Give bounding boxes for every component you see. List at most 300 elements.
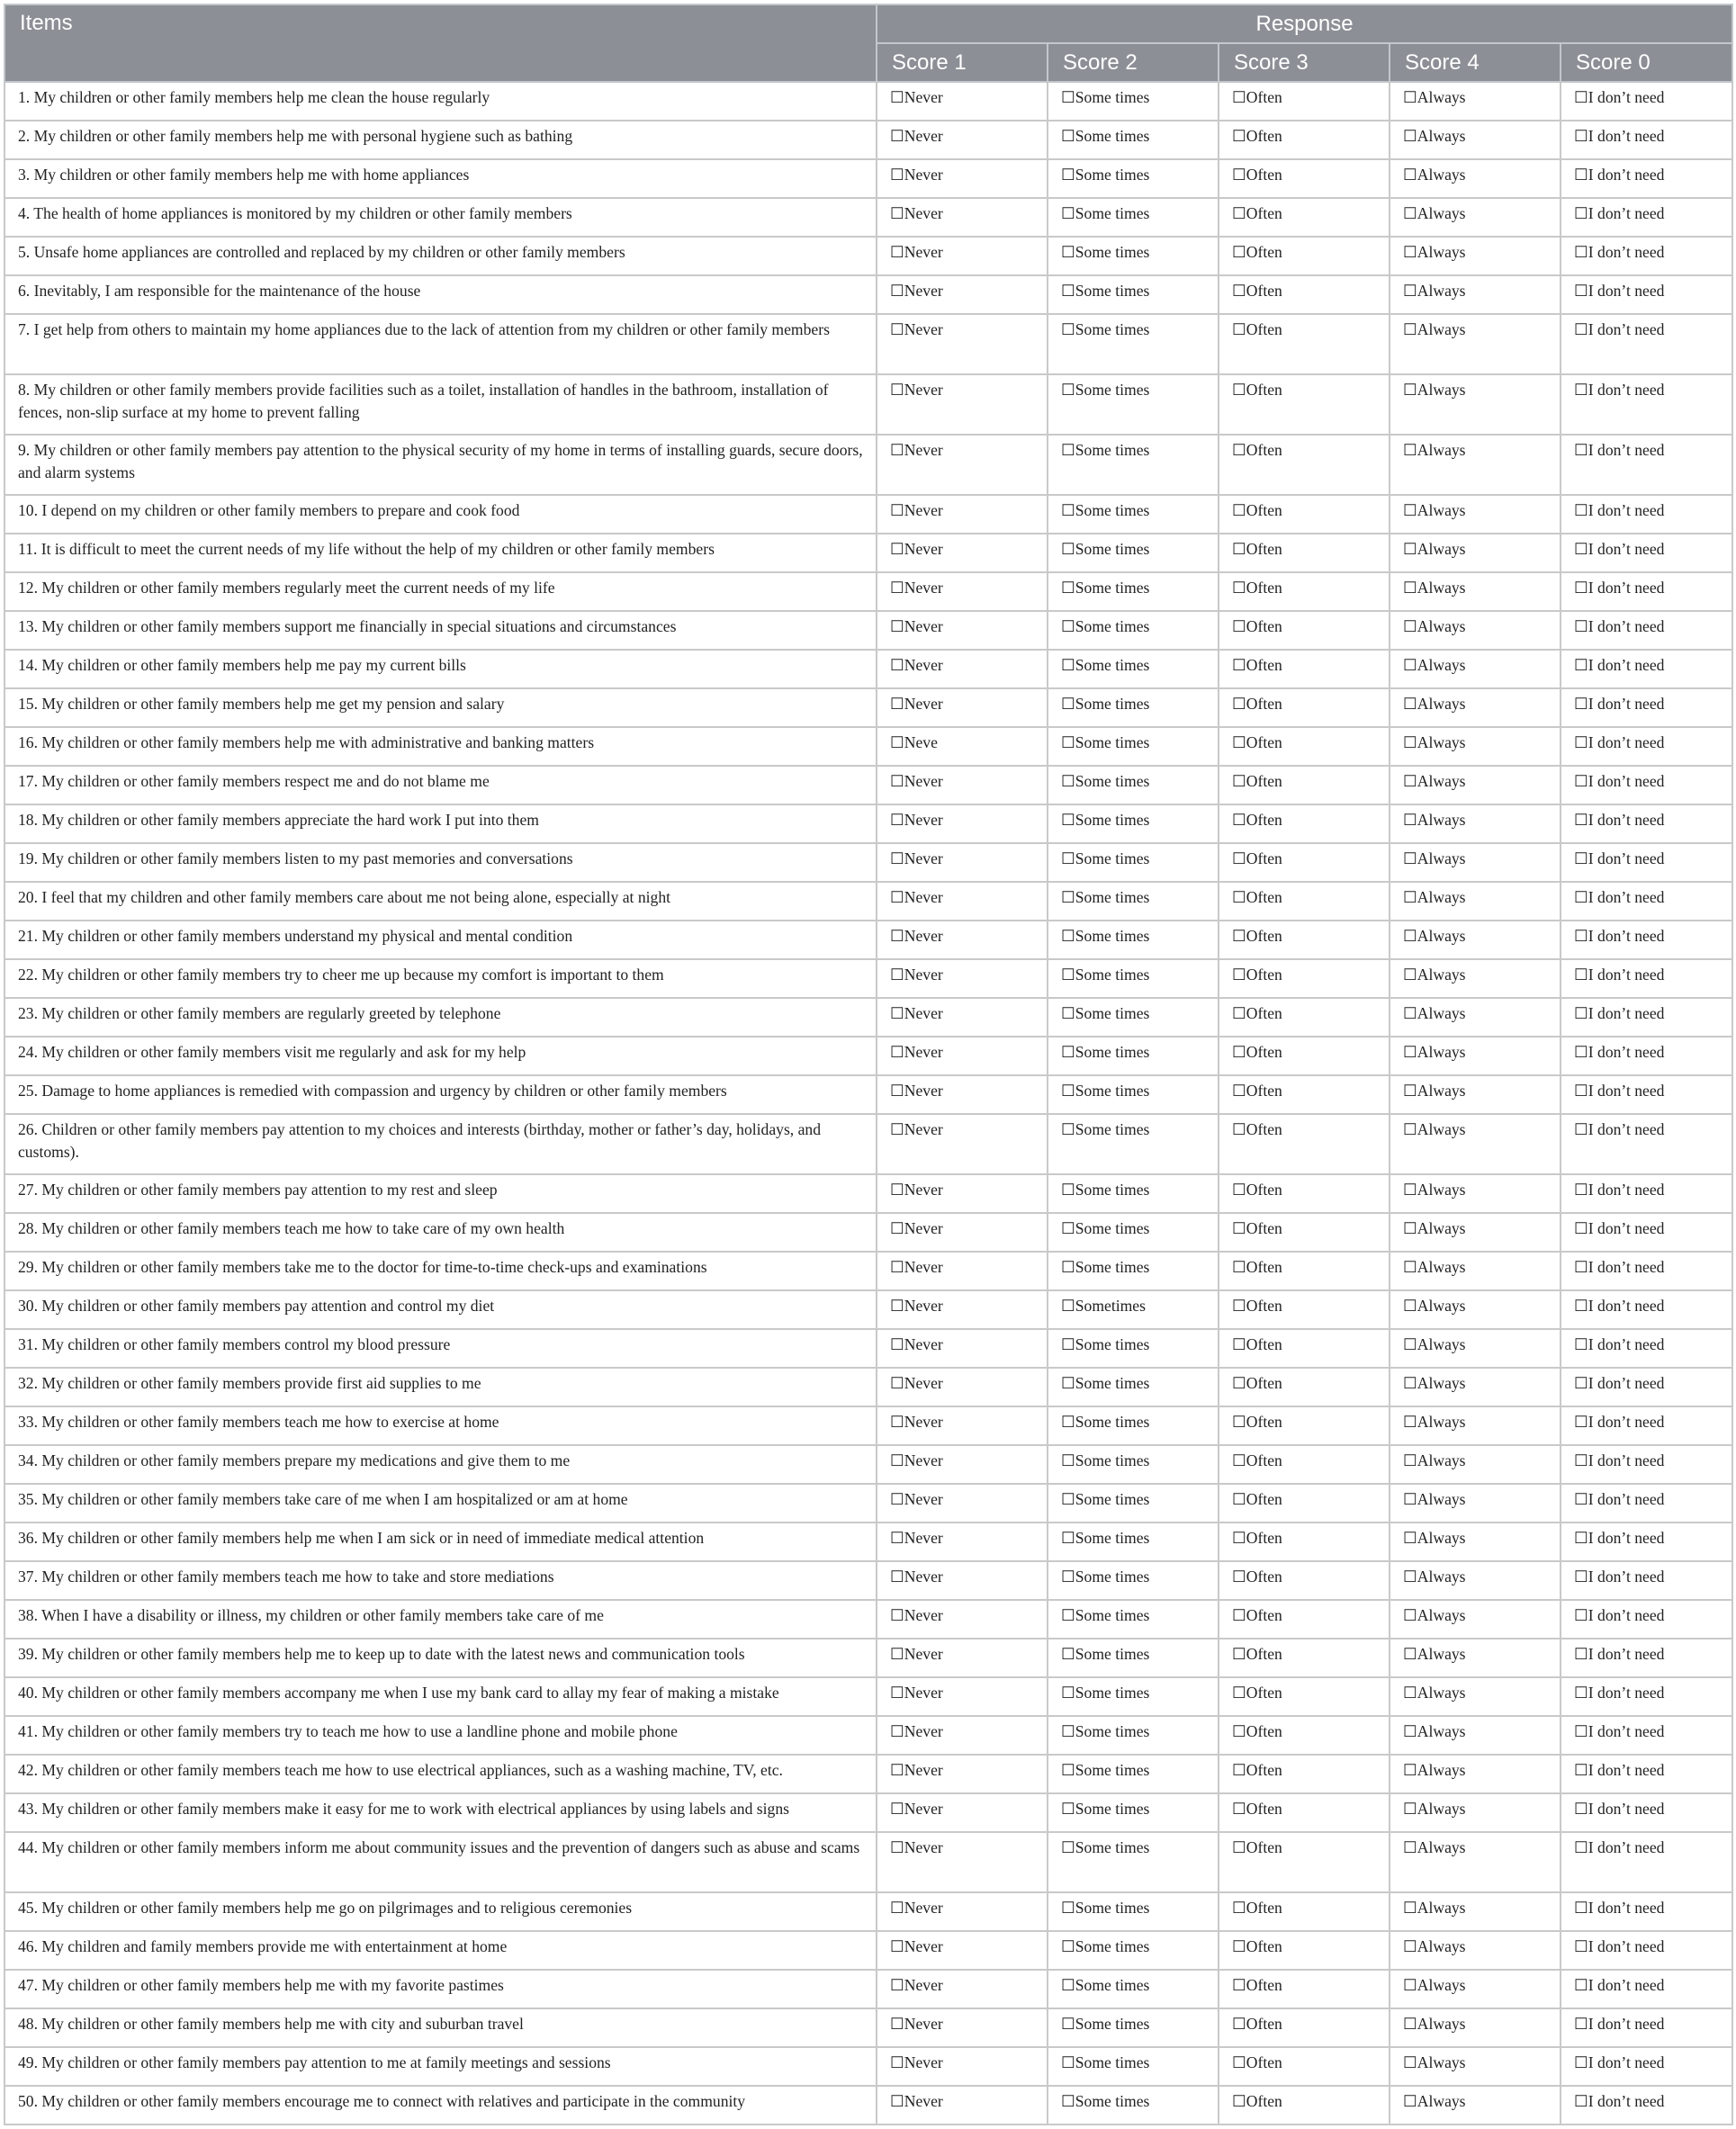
table-row bbox=[4, 1368, 1732, 1406]
score-2-option[interactable]: ☐Some times bbox=[1048, 1892, 1219, 1931]
score-3-option[interactable]: ☐Often bbox=[1219, 275, 1390, 314]
score-1-option[interactable]: ☐Never bbox=[877, 959, 1048, 998]
item-text: 33. My children or other family members teach me how to exercise at home bbox=[4, 1406, 877, 1445]
score-2-option[interactable]: ☐Some times bbox=[1048, 921, 1219, 959]
table-row bbox=[4, 2047, 1732, 2086]
item-text: 8. My children or other family members provide facilities such as a toilet, installation of handles in the bathroom, installation of fences, non-slip surface at my home to prevent falling bbox=[4, 374, 877, 435]
item-text: 28. My children or other family members teach me how to take care of my own health bbox=[4, 1213, 877, 1252]
score-3-option[interactable]: ☐Often bbox=[1219, 2008, 1390, 2047]
score-1-option[interactable]: ☐Never bbox=[877, 2008, 1048, 2047]
score-2-header: Score 2 bbox=[1048, 43, 1219, 82]
score-0-option[interactable]: ☐I don’t need bbox=[1561, 1600, 1732, 1639]
item-text: 20. I feel that my children and other family members care about me not being alone, especially at night bbox=[4, 882, 877, 921]
score-0-option[interactable]: ☐I don’t need bbox=[1561, 1892, 1732, 1931]
score-3-option[interactable]: ☐Often bbox=[1219, 766, 1390, 804]
score-3-option[interactable]: ☐Often bbox=[1219, 2086, 1390, 2125]
table-row bbox=[4, 766, 1732, 804]
score-4-option[interactable]: ☐Always bbox=[1390, 1484, 1561, 1523]
score-4-option[interactable]: ☐Always bbox=[1390, 1290, 1561, 1329]
score-4-option[interactable]: ☐Always bbox=[1390, 1832, 1561, 1892]
score-1-option[interactable]: ☐Never bbox=[877, 688, 1048, 727]
score-1-option[interactable]: ☐Never bbox=[877, 1639, 1048, 1677]
score-2-option[interactable]: ☐Some times bbox=[1048, 804, 1219, 843]
score-4-option[interactable]: ☐Always bbox=[1390, 1755, 1561, 1793]
score-2-option[interactable]: ☐Some times bbox=[1048, 1600, 1219, 1639]
score-0-option[interactable]: ☐I don’t need bbox=[1561, 237, 1732, 275]
score-3-option[interactable]: ☐Often bbox=[1219, 688, 1390, 727]
score-2-option[interactable]: ☐Some times bbox=[1048, 82, 1219, 121]
score-0-option[interactable]: ☐I don’t need bbox=[1561, 766, 1732, 804]
score-2-option[interactable]: ☐Some times bbox=[1048, 1445, 1219, 1484]
score-2-option[interactable]: ☐Some times bbox=[1048, 1523, 1219, 1561]
score-2-option[interactable]: ☐Some times bbox=[1048, 2008, 1219, 2047]
score-2-option[interactable]: ☐Some times bbox=[1048, 1252, 1219, 1290]
score-1-option[interactable]: ☐Never bbox=[877, 1677, 1048, 1716]
score-1-option[interactable]: ☐Never bbox=[877, 1832, 1048, 1892]
score-1-option[interactable]: ☐Never bbox=[877, 1290, 1048, 1329]
score-3-option[interactable]: ☐Often bbox=[1219, 1793, 1390, 1832]
score-1-option[interactable]: ☐Never bbox=[877, 1793, 1048, 1832]
score-0-option[interactable]: ☐I don’t need bbox=[1561, 1290, 1732, 1329]
score-1-option[interactable]: ☐Neve bbox=[877, 727, 1048, 766]
score-3-option[interactable]: ☐Often bbox=[1219, 1639, 1390, 1677]
score-0-option[interactable]: ☐I don’t need bbox=[1561, 1639, 1732, 1677]
table-row bbox=[4, 572, 1732, 611]
score-2-option[interactable]: ☐Some times bbox=[1048, 650, 1219, 688]
table-row bbox=[4, 1832, 1732, 1892]
score-2-option[interactable]: ☐Some times bbox=[1048, 998, 1219, 1037]
score-2-option[interactable]: ☐Some times bbox=[1048, 1931, 1219, 1970]
score-0-option[interactable]: ☐I don’t need bbox=[1561, 1677, 1732, 1716]
score-3-option[interactable]: ☐Often bbox=[1219, 1114, 1390, 1174]
score-2-option[interactable]: ☐Some times bbox=[1048, 1037, 1219, 1075]
score-0-option[interactable]: ☐I don’t need bbox=[1561, 121, 1732, 159]
score-3-option[interactable]: ☐Often bbox=[1219, 1329, 1390, 1368]
table-row bbox=[4, 650, 1732, 688]
score-4-option[interactable]: ☐Always bbox=[1390, 121, 1561, 159]
score-2-option[interactable]: ☐Some times bbox=[1048, 1406, 1219, 1445]
score-0-option[interactable]: ☐I don’t need bbox=[1561, 82, 1732, 121]
score-0-option[interactable]: ☐I don’t need bbox=[1561, 1931, 1732, 1970]
score-0-option[interactable]: ☐I don’t need bbox=[1561, 921, 1732, 959]
item-text: 12. My children or other family members regularly meet the current needs of my life bbox=[4, 572, 877, 611]
score-3-option[interactable]: ☐Often bbox=[1219, 374, 1390, 435]
score-0-option[interactable]: ☐I don’t need bbox=[1561, 882, 1732, 921]
score-1-option[interactable]: ☐Never bbox=[877, 882, 1048, 921]
score-4-option[interactable]: ☐Always bbox=[1390, 435, 1561, 495]
score-4-option[interactable]: ☐Always bbox=[1390, 1213, 1561, 1252]
score-0-option[interactable]: ☐I don’t need bbox=[1561, 1252, 1732, 1290]
score-1-option[interactable]: ☐Never bbox=[877, 1931, 1048, 1970]
score-4-option[interactable]: ☐Always bbox=[1390, 1892, 1561, 1931]
score-1-option[interactable]: ☐Never bbox=[877, 374, 1048, 435]
score-3-option[interactable]: ☐Often bbox=[1219, 959, 1390, 998]
score-4-option[interactable]: ☐Always bbox=[1390, 2047, 1561, 2086]
score-0-option[interactable]: ☐I don’t need bbox=[1561, 1174, 1732, 1213]
score-0-option[interactable]: ☐I don’t need bbox=[1561, 159, 1732, 198]
score-1-option[interactable]: ☐Never bbox=[877, 650, 1048, 688]
score-1-option[interactable]: ☐Never bbox=[877, 611, 1048, 650]
score-4-option[interactable]: ☐Always bbox=[1390, 1445, 1561, 1484]
item-text: 21. My children or other family members understand my physical and mental condition bbox=[4, 921, 877, 959]
table-row bbox=[4, 1892, 1732, 1931]
score-0-option[interactable]: ☐I don’t need bbox=[1561, 198, 1732, 237]
score-3-option[interactable]: ☐Often bbox=[1219, 1406, 1390, 1445]
score-2-option[interactable]: ☐Some times bbox=[1048, 495, 1219, 534]
score-4-option[interactable]: ☐Always bbox=[1390, 1037, 1561, 1075]
item-text: 42. My children or other family members teach me how to use electrical appliances, such as a washing machine, TV, etc. bbox=[4, 1755, 877, 1793]
score-0-option[interactable]: ☐I don’t need bbox=[1561, 2086, 1732, 2125]
score-0-option[interactable]: ☐I don’t need bbox=[1561, 727, 1732, 766]
score-3-option[interactable]: ☐Often bbox=[1219, 1445, 1390, 1484]
score-2-option[interactable]: ☐Some times bbox=[1048, 435, 1219, 495]
score-1-option[interactable]: ☐Never bbox=[877, 1445, 1048, 1484]
score-2-option[interactable]: ☐Some times bbox=[1048, 572, 1219, 611]
score-3-option[interactable]: ☐Often bbox=[1219, 1970, 1390, 2008]
score-1-option[interactable]: ☐Never bbox=[877, 998, 1048, 1037]
score-0-option[interactable]: ☐I don’t need bbox=[1561, 959, 1732, 998]
score-2-option[interactable]: ☐Some times bbox=[1048, 843, 1219, 882]
item-text: 29. My children or other family members take me to the doctor for time-to-time check-ups and examinations bbox=[4, 1252, 877, 1290]
score-1-option[interactable]: ☐Never bbox=[877, 435, 1048, 495]
score-0-option[interactable]: ☐I don’t need bbox=[1561, 611, 1732, 650]
score-1-option[interactable]: ☐Never bbox=[877, 1213, 1048, 1252]
score-4-option[interactable]: ☐Always bbox=[1390, 882, 1561, 921]
score-4-option[interactable]: ☐Always bbox=[1390, 572, 1561, 611]
score-1-option[interactable]: ☐Never bbox=[877, 1716, 1048, 1755]
score-4-option[interactable]: ☐Always bbox=[1390, 1523, 1561, 1561]
score-4-option[interactable]: ☐Always bbox=[1390, 1639, 1561, 1677]
score-0-option[interactable]: ☐I don’t need bbox=[1561, 1716, 1732, 1755]
item-text: 44. My children or other family members inform me about community issues and the prevention of dangers such as abuse and scams bbox=[4, 1832, 877, 1892]
score-4-option[interactable]: ☐Always bbox=[1390, 998, 1561, 1037]
score-1-option[interactable]: ☐Never bbox=[877, 572, 1048, 611]
score-2-option[interactable]: ☐Some times bbox=[1048, 688, 1219, 727]
score-1-option[interactable]: ☐Never bbox=[877, 1075, 1048, 1114]
score-2-option[interactable]: ☐Some times bbox=[1048, 766, 1219, 804]
score-1-option[interactable]: ☐Never bbox=[877, 1114, 1048, 1174]
score-3-option[interactable]: ☐Often bbox=[1219, 998, 1390, 1037]
table-row bbox=[4, 1639, 1732, 1677]
score-2-option[interactable]: ☐Some times bbox=[1048, 275, 1219, 314]
score-3-option[interactable]: ☐Often bbox=[1219, 1484, 1390, 1523]
score-1-option[interactable]: ☐Never bbox=[877, 495, 1048, 534]
score-0-option[interactable]: ☐I don’t need bbox=[1561, 314, 1732, 374]
table-row bbox=[4, 882, 1732, 921]
score-2-option[interactable]: ☐Some times bbox=[1048, 1213, 1219, 1252]
score-4-option[interactable]: ☐Always bbox=[1390, 82, 1561, 121]
score-4-option[interactable]: ☐Always bbox=[1390, 766, 1561, 804]
score-0-option[interactable]: ☐I don’t need bbox=[1561, 688, 1732, 727]
score-4-option[interactable]: ☐Always bbox=[1390, 650, 1561, 688]
score-3-option[interactable]: ☐Often bbox=[1219, 1561, 1390, 1600]
table-row bbox=[4, 1406, 1732, 1445]
score-2-option[interactable]: ☐Sometimes bbox=[1048, 1290, 1219, 1329]
score-3-option[interactable]: ☐Often bbox=[1219, 1213, 1390, 1252]
score-4-option[interactable]: ☐Always bbox=[1390, 1114, 1561, 1174]
score-4-option[interactable]: ☐Always bbox=[1390, 1406, 1561, 1445]
score-3-option[interactable]: ☐Often bbox=[1219, 495, 1390, 534]
score-0-option[interactable]: ☐I don’t need bbox=[1561, 1329, 1732, 1368]
score-2-option[interactable]: ☐Some times bbox=[1048, 121, 1219, 159]
score-3-option[interactable]: ☐Often bbox=[1219, 1832, 1390, 1892]
item-text: 3. My children or other family members help me with home appliances bbox=[4, 159, 877, 198]
score-1-option[interactable]: ☐Never bbox=[877, 121, 1048, 159]
score-4-option[interactable]: ☐Always bbox=[1390, 727, 1561, 766]
score-2-option[interactable]: ☐Some times bbox=[1048, 159, 1219, 198]
score-3-option[interactable]: ☐Often bbox=[1219, 1075, 1390, 1114]
score-4-option[interactable]: ☐Always bbox=[1390, 804, 1561, 843]
score-1-option[interactable]: ☐Never bbox=[877, 1368, 1048, 1406]
score-0-option[interactable]: ☐I don’t need bbox=[1561, 1406, 1732, 1445]
score-3-option[interactable]: ☐Often bbox=[1219, 121, 1390, 159]
table-row bbox=[4, 198, 1732, 237]
score-1-option[interactable]: ☐Never bbox=[877, 159, 1048, 198]
score-4-option[interactable]: ☐Always bbox=[1390, 1970, 1561, 2008]
table-row bbox=[4, 611, 1732, 650]
score-4-option[interactable]: ☐Always bbox=[1390, 314, 1561, 374]
score-1-option[interactable]: ☐Never bbox=[877, 82, 1048, 121]
score-3-option[interactable]: ☐Often bbox=[1219, 1252, 1390, 1290]
score-3-option[interactable]: ☐Often bbox=[1219, 1037, 1390, 1075]
score-2-option[interactable]: ☐Some times bbox=[1048, 611, 1219, 650]
score-4-option[interactable]: ☐Always bbox=[1390, 1561, 1561, 1600]
score-1-option[interactable]: ☐Never bbox=[877, 237, 1048, 275]
score-2-option[interactable]: ☐Some times bbox=[1048, 1755, 1219, 1793]
score-2-option[interactable]: ☐Some times bbox=[1048, 1075, 1219, 1114]
score-4-header: Score 4 bbox=[1390, 43, 1561, 82]
score-2-option[interactable]: ☐Some times bbox=[1048, 1793, 1219, 1832]
score-0-option[interactable]: ☐I don’t need bbox=[1561, 2047, 1732, 2086]
score-2-option[interactable]: ☐Some times bbox=[1048, 1484, 1219, 1523]
score-3-option[interactable]: ☐Often bbox=[1219, 1523, 1390, 1561]
score-0-option[interactable]: ☐I don’t need bbox=[1561, 435, 1732, 495]
table-row bbox=[4, 1793, 1732, 1832]
score-4-option[interactable]: ☐Always bbox=[1390, 1600, 1561, 1639]
score-0-option[interactable]: ☐I don’t need bbox=[1561, 1075, 1732, 1114]
score-2-option[interactable]: ☐Some times bbox=[1048, 1677, 1219, 1716]
score-1-option[interactable]: ☐Never bbox=[877, 1484, 1048, 1523]
score-1-option[interactable]: ☐Never bbox=[877, 1755, 1048, 1793]
score-1-option[interactable]: ☐Never bbox=[877, 1406, 1048, 1445]
score-2-option[interactable]: ☐Some times bbox=[1048, 1716, 1219, 1755]
score-1-option[interactable]: ☐Never bbox=[877, 198, 1048, 237]
score-3-option[interactable]: ☐Often bbox=[1219, 82, 1390, 121]
score-2-option[interactable]: ☐Some times bbox=[1048, 1368, 1219, 1406]
table-row bbox=[4, 374, 1732, 435]
score-2-option[interactable]: ☐Some times bbox=[1048, 727, 1219, 766]
score-2-option[interactable]: ☐Some times bbox=[1048, 1970, 1219, 2008]
score-3-option[interactable]: ☐Often bbox=[1219, 727, 1390, 766]
score-2-option[interactable]: ☐Some times bbox=[1048, 2047, 1219, 2086]
score-4-option[interactable]: ☐Always bbox=[1390, 374, 1561, 435]
item-text: 39. My children or other family members help me to keep up to date with the latest news and communication tools bbox=[4, 1639, 877, 1677]
table-body bbox=[4, 82, 1732, 2125]
score-1-option[interactable]: ☐Never bbox=[877, 1600, 1048, 1639]
score-4-option[interactable]: ☐Always bbox=[1390, 959, 1561, 998]
score-1-option[interactable]: ☐Never bbox=[877, 275, 1048, 314]
score-4-option[interactable]: ☐Always bbox=[1390, 2008, 1561, 2047]
score-1-option[interactable]: ☐Never bbox=[877, 534, 1048, 572]
score-0-option[interactable]: ☐I don’t need bbox=[1561, 275, 1732, 314]
table-row bbox=[4, 495, 1732, 534]
item-text: 30. My children or other family members pay attention and control my diet bbox=[4, 1290, 877, 1329]
table-row bbox=[4, 159, 1732, 198]
score-2-option[interactable]: ☐Some times bbox=[1048, 1561, 1219, 1600]
score-4-option[interactable]: ☐Always bbox=[1390, 1931, 1561, 1970]
header-row-top bbox=[4, 4, 1732, 43]
score-3-option[interactable]: ☐Often bbox=[1219, 2047, 1390, 2086]
table-row bbox=[4, 688, 1732, 727]
score-2-option[interactable]: ☐Some times bbox=[1048, 198, 1219, 237]
score-0-option[interactable]: ☐I don’t need bbox=[1561, 534, 1732, 572]
item-text: 48. My children or other family members help me with city and suburban travel bbox=[4, 2008, 877, 2047]
score-4-option[interactable]: ☐Always bbox=[1390, 843, 1561, 882]
score-2-option[interactable]: ☐Some times bbox=[1048, 1114, 1219, 1174]
score-4-option[interactable]: ☐Always bbox=[1390, 611, 1561, 650]
score-0-option[interactable]: ☐I don’t need bbox=[1561, 1037, 1732, 1075]
table-row bbox=[4, 1290, 1732, 1329]
score-3-option[interactable]: ☐Often bbox=[1219, 159, 1390, 198]
score-2-option[interactable]: ☐Some times bbox=[1048, 2086, 1219, 2125]
score-2-option[interactable]: ☐Some times bbox=[1048, 1639, 1219, 1677]
score-3-option[interactable]: ☐Often bbox=[1219, 921, 1390, 959]
score-3-option[interactable]: ☐Often bbox=[1219, 611, 1390, 650]
score-3-option[interactable]: ☐Often bbox=[1219, 804, 1390, 843]
score-2-option[interactable]: ☐Some times bbox=[1048, 1832, 1219, 1892]
score-3-option[interactable]: ☐Often bbox=[1219, 1368, 1390, 1406]
score-4-option[interactable]: ☐Always bbox=[1390, 688, 1561, 727]
score-3-option[interactable]: ☐Often bbox=[1219, 1174, 1390, 1213]
score-4-option[interactable]: ☐Always bbox=[1390, 1329, 1561, 1368]
score-4-option[interactable]: ☐Always bbox=[1390, 921, 1561, 959]
score-0-option[interactable]: ☐I don’t need bbox=[1561, 1368, 1732, 1406]
item-text: 22. My children or other family members try to cheer me up because my comfort is important to them bbox=[4, 959, 877, 998]
score-4-option[interactable]: ☐Always bbox=[1390, 1793, 1561, 1832]
score-0-option[interactable]: ☐I don’t need bbox=[1561, 1970, 1732, 2008]
score-0-option[interactable]: ☐I don’t need bbox=[1561, 1445, 1732, 1484]
score-3-option[interactable]: ☐Often bbox=[1219, 534, 1390, 572]
score-4-option[interactable]: ☐Always bbox=[1390, 1075, 1561, 1114]
score-3-option[interactable]: ☐Often bbox=[1219, 1931, 1390, 1970]
score-4-option[interactable]: ☐Always bbox=[1390, 2086, 1561, 2125]
score-3-option[interactable]: ☐Often bbox=[1219, 1716, 1390, 1755]
score-3-option[interactable]: ☐Often bbox=[1219, 1892, 1390, 1931]
score-1-option[interactable]: ☐Never bbox=[877, 1037, 1048, 1075]
score-4-option[interactable]: ☐Always bbox=[1390, 159, 1561, 198]
score-4-option[interactable]: ☐Always bbox=[1390, 1174, 1561, 1213]
score-0-option[interactable]: ☐I don’t need bbox=[1561, 374, 1732, 435]
score-2-option[interactable]: ☐Some times bbox=[1048, 534, 1219, 572]
score-3-option[interactable]: ☐Often bbox=[1219, 198, 1390, 237]
table-row bbox=[4, 1213, 1732, 1252]
score-3-option[interactable]: ☐Often bbox=[1219, 314, 1390, 374]
score-1-header: Score 1 bbox=[877, 43, 1048, 82]
score-1-option[interactable]: ☐Never bbox=[877, 2047, 1048, 2086]
score-4-option[interactable]: ☐Always bbox=[1390, 1677, 1561, 1716]
score-1-option[interactable]: ☐Never bbox=[877, 1561, 1048, 1600]
score-4-option[interactable]: ☐Always bbox=[1390, 1368, 1561, 1406]
score-4-option[interactable]: ☐Always bbox=[1390, 1252, 1561, 1290]
score-0-option[interactable]: ☐I don’t need bbox=[1561, 1561, 1732, 1600]
item-text: 41. My children or other family members try to teach me how to use a landline phone and mobile phone bbox=[4, 1716, 877, 1755]
score-0-option[interactable]: ☐I don’t need bbox=[1561, 1832, 1732, 1892]
score-2-option[interactable]: ☐Some times bbox=[1048, 1329, 1219, 1368]
item-text: 34. My children or other family members prepare my medications and give them to me bbox=[4, 1445, 877, 1484]
score-1-option[interactable]: ☐Never bbox=[877, 2086, 1048, 2125]
score-2-option[interactable]: ☐Some times bbox=[1048, 237, 1219, 275]
score-3-option[interactable]: ☐Often bbox=[1219, 1290, 1390, 1329]
table-row bbox=[4, 921, 1732, 959]
score-1-option[interactable]: ☐Never bbox=[877, 1892, 1048, 1931]
score-2-option[interactable]: ☐Some times bbox=[1048, 1174, 1219, 1213]
score-3-option[interactable]: ☐Often bbox=[1219, 237, 1390, 275]
score-1-option[interactable]: ☐Never bbox=[877, 804, 1048, 843]
score-4-option[interactable]: ☐Always bbox=[1390, 198, 1561, 237]
score-3-option[interactable]: ☐Often bbox=[1219, 572, 1390, 611]
score-0-option[interactable]: ☐I don’t need bbox=[1561, 1484, 1732, 1523]
score-0-option[interactable]: ☐I don’t need bbox=[1561, 572, 1732, 611]
item-text: 47. My children or other family members help me with my favorite pastimes bbox=[4, 1970, 877, 2008]
score-3-option[interactable]: ☐Often bbox=[1219, 1755, 1390, 1793]
score-0-option[interactable]: ☐I don’t need bbox=[1561, 650, 1732, 688]
score-0-option[interactable]: ☐I don’t need bbox=[1561, 998, 1732, 1037]
score-1-option[interactable]: ☐Never bbox=[877, 1174, 1048, 1213]
score-1-option[interactable]: ☐Never bbox=[877, 766, 1048, 804]
item-text: 43. My children or other family members make it easy for me to work with electrical appliances by using labels and signs bbox=[4, 1793, 877, 1832]
score-0-option[interactable]: ☐I don’t need bbox=[1561, 1793, 1732, 1832]
score-3-option[interactable]: ☐Often bbox=[1219, 882, 1390, 921]
score-1-option[interactable]: ☐Never bbox=[877, 921, 1048, 959]
response-column-header: Response bbox=[877, 4, 1732, 43]
score-4-option[interactable]: ☐Always bbox=[1390, 1716, 1561, 1755]
score-0-option[interactable]: ☐I don’t need bbox=[1561, 804, 1732, 843]
score-4-option[interactable]: ☐Always bbox=[1390, 275, 1561, 314]
item-text: 37. My children or other family members teach me how to take and store mediations bbox=[4, 1561, 877, 1600]
score-3-header: Score 3 bbox=[1219, 43, 1390, 82]
score-1-option[interactable]: ☐Never bbox=[877, 1252, 1048, 1290]
item-text: 24. My children or other family members visit me regularly and ask for my help bbox=[4, 1037, 877, 1075]
score-4-option[interactable]: ☐Always bbox=[1390, 237, 1561, 275]
score-2-option[interactable]: ☐Some times bbox=[1048, 882, 1219, 921]
item-text: 49. My children or other family members pay attention to me at family meetings and sessions bbox=[4, 2047, 877, 2086]
score-2-option[interactable]: ☐Some times bbox=[1048, 374, 1219, 435]
score-3-option[interactable]: ☐Often bbox=[1219, 435, 1390, 495]
score-0-option[interactable]: ☐I don’t need bbox=[1561, 1755, 1732, 1793]
score-3-option[interactable]: ☐Often bbox=[1219, 650, 1390, 688]
score-4-option[interactable]: ☐Always bbox=[1390, 534, 1561, 572]
score-3-option[interactable]: ☐Often bbox=[1219, 1600, 1390, 1639]
score-2-option[interactable]: ☐Some times bbox=[1048, 959, 1219, 998]
score-4-option[interactable]: ☐Always bbox=[1390, 495, 1561, 534]
score-1-option[interactable]: ☐Never bbox=[877, 843, 1048, 882]
score-0-option[interactable]: ☐I don’t need bbox=[1561, 1523, 1732, 1561]
score-0-option[interactable]: ☐I don’t need bbox=[1561, 843, 1732, 882]
score-1-option[interactable]: ☐Never bbox=[877, 1970, 1048, 2008]
score-1-option[interactable]: ☐Never bbox=[877, 1329, 1048, 1368]
score-0-option[interactable]: ☐I don’t need bbox=[1561, 1114, 1732, 1174]
score-1-option[interactable]: ☐Never bbox=[877, 1523, 1048, 1561]
score-0-option[interactable]: ☐I don’t need bbox=[1561, 1213, 1732, 1252]
score-3-option[interactable]: ☐Often bbox=[1219, 1677, 1390, 1716]
score-0-option[interactable]: ☐I don’t need bbox=[1561, 495, 1732, 534]
table-row bbox=[4, 1523, 1732, 1561]
score-3-option[interactable]: ☐Often bbox=[1219, 843, 1390, 882]
score-2-option[interactable]: ☐Some times bbox=[1048, 314, 1219, 374]
score-1-option[interactable]: ☐Never bbox=[877, 314, 1048, 374]
score-0-option[interactable]: ☐I don’t need bbox=[1561, 2008, 1732, 2047]
table-row bbox=[4, 843, 1732, 882]
